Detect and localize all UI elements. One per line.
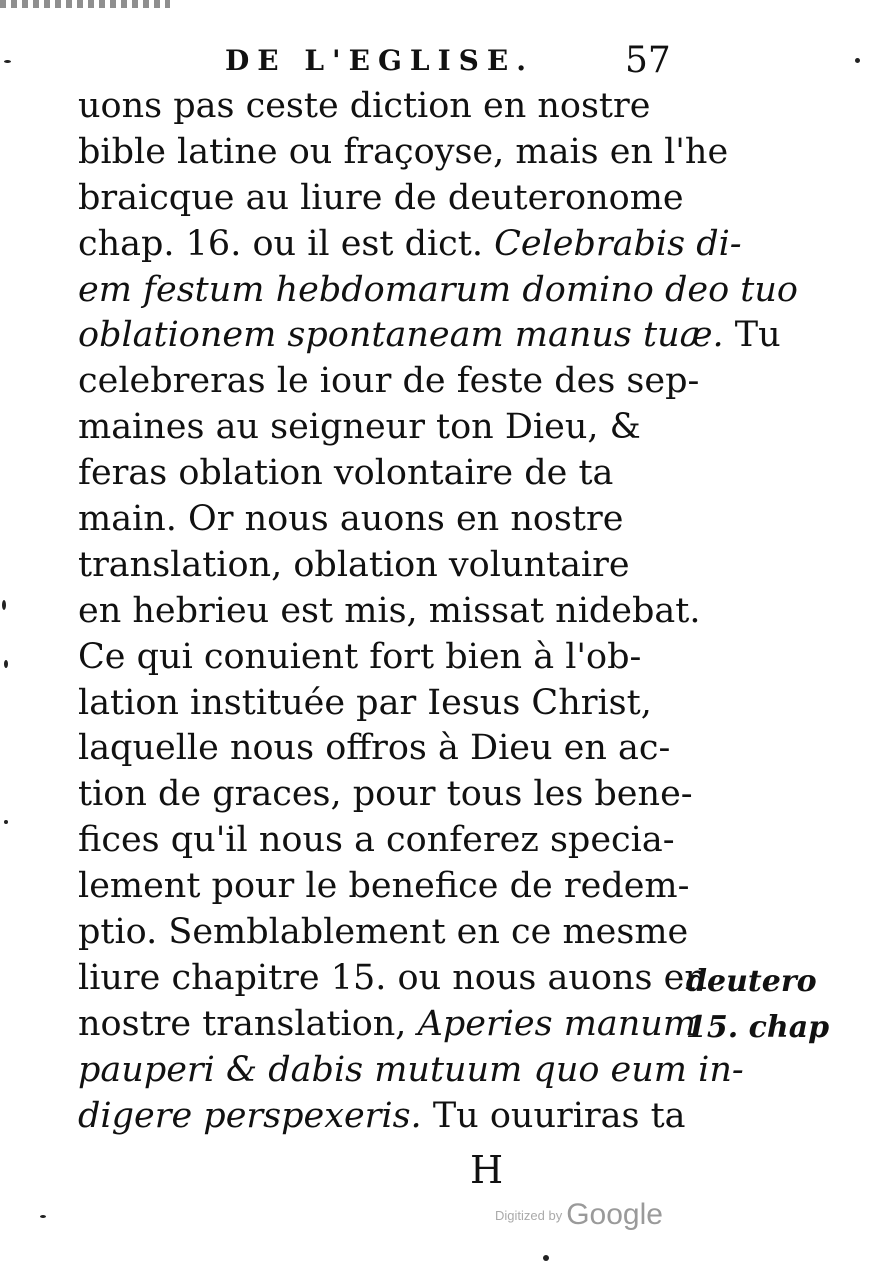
ink-speck	[855, 58, 860, 63]
ink-speck	[543, 1255, 549, 1261]
margin-note-line-1: deutero	[686, 964, 817, 999]
text-line: main. Or nous auons en nostre	[78, 499, 624, 540]
text-line	[78, 1048, 744, 1094]
ink-speck	[40, 1215, 46, 1218]
text-line: laquelle nous offros à Dieu en ac-	[78, 728, 671, 769]
signature-mark: H	[470, 1148, 504, 1192]
latin-quotation: oblationem spontaneam manus tuæ.	[78, 315, 724, 356]
digitized-watermark	[495, 1198, 663, 1232]
text-line: en hebrieu est mis, missat nidebat.	[78, 590, 701, 631]
latin-quotation: digere perspexeris.	[78, 1095, 422, 1136]
text-line: liure chapitre 15. ou nous auons en	[78, 957, 707, 998]
text-line: braicque au liure de deuteronome	[78, 177, 684, 218]
text-line: lation instituée par Iesus Christ,	[78, 682, 652, 723]
text-line: uons pas ceste diction en nostre	[78, 86, 651, 126]
margin-note-line-2: 15. chap	[686, 1010, 830, 1045]
text-line: celebreras le iour de feste des sep-	[78, 361, 700, 402]
latin-quotation: Celebrabis di-	[494, 223, 742, 264]
text-line: translation, oblation voluntaire	[78, 544, 630, 585]
top-edge-fragment	[0, 0, 170, 8]
text-line: nostre translation, Aperies manum	[78, 1003, 697, 1044]
page-number: 57	[625, 40, 671, 81]
text-line: Ce qui conuient fort bien à l'ob-	[78, 636, 642, 677]
ink-speck	[4, 820, 8, 824]
text-line: bible latine ou fraçoyse, mais en l'he	[78, 131, 729, 172]
running-title: DE L'EGLISE.	[225, 44, 534, 77]
latin-quotation: pauperi & dabis mutuum quo eum in-	[78, 1049, 744, 1090]
latin-quotation: em festum hebdomarum domino deo tuo	[78, 269, 798, 310]
text-line: maines au seigneur ton Dieu, &	[78, 407, 641, 448]
latin-quotation: Aperies manum	[417, 1003, 697, 1044]
text-line: feras oblation volontaire de ta	[78, 453, 614, 494]
text-line: chap. 16. ou il est dict. Celebrabis di-	[78, 223, 742, 264]
ink-speck	[4, 660, 8, 668]
watermark-brand: Google	[566, 1198, 663, 1231]
text-line: fices qu'il nous a conferez specia-	[78, 820, 675, 861]
watermark-prefix: Digitized by	[495, 1208, 563, 1223]
text-line: oblationem spontaneam manus tuæ. Tu	[78, 315, 781, 356]
text-line: lement pour le benefice de redem-	[78, 866, 690, 907]
page-header	[225, 40, 685, 86]
text-line: ptio. Semblablement en ce mesme	[78, 912, 689, 953]
text-line: tion de graces, pour tous les bene-	[78, 774, 693, 815]
text-line	[78, 268, 798, 314]
ink-speck	[2, 600, 6, 610]
ink-speck	[4, 60, 11, 63]
text-line: digere perspexeris. Tu ouuriras ta	[78, 1095, 686, 1136]
